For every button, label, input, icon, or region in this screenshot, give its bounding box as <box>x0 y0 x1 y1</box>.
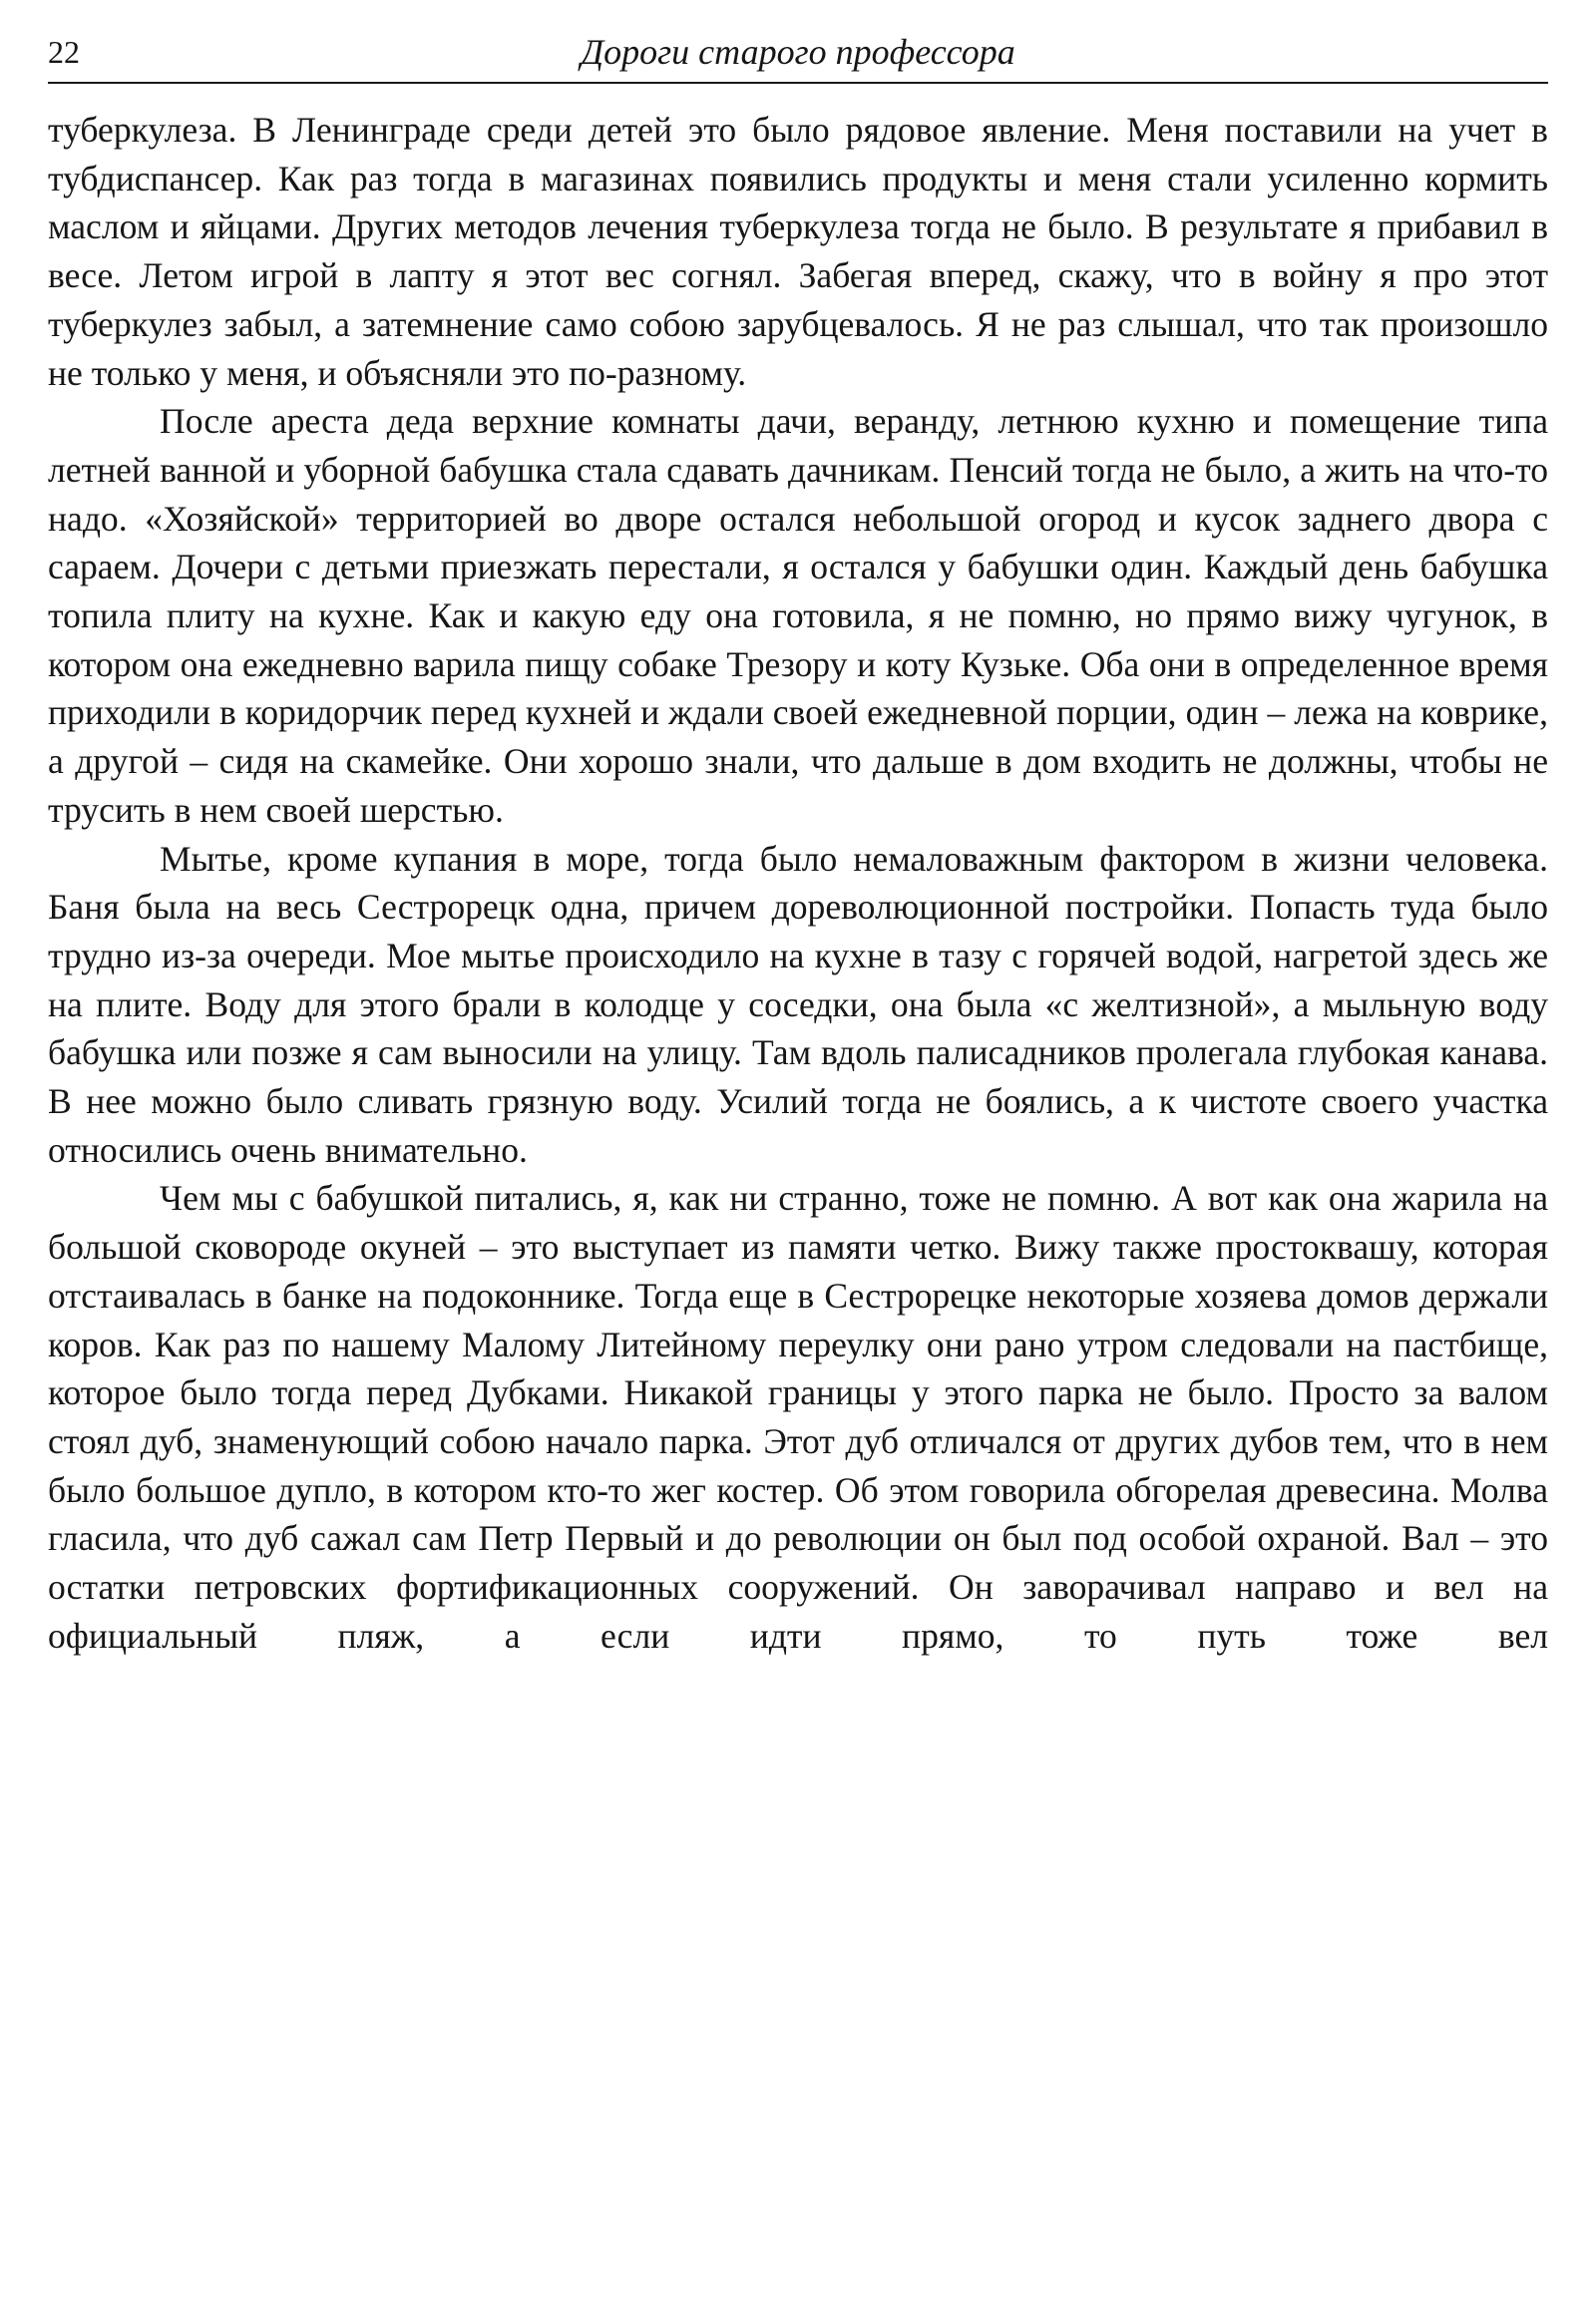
running-title: Дороги старого профессора <box>581 32 1015 72</box>
paragraph-1: туберкулеза. В Ленинграде среди детей это было рядовое явление. Меня поставили на учет в тубдиспансер. Как раз тогда в магазинах появились продукты и меня стали усиленно кормить маслом и яйцами. Других методов лечения туберкулеза тогда не было. В результате я прибавил в весе. Летом игрой в лапту я этот вес согнял. Забегая вперед, скажу, что в войну я про этот туберкулез забыл, а затемнение само собою зарубцевалось. Я не раз слышал, что так произошло не только у меня, и объясняли это по-разному. <box>48 110 1548 393</box>
paragraph-4: Чем мы с бабушкой питались, я, как ни странно, тоже не помню. А вот как она жарила на большой сковороде окуней – это выступает из памяти четко. Вижу также простоквашу, которая отстаивалась в банке на подоконнике. Тогда еще в Сестрорецке некоторые хозяева домов держали коров. Как раз по нашему Малому Литейному переулку они рано утром следовали на пастбище, которое было тогда перед Дубками. Никакой границы у этого парка не было. Просто за валом стоял дуб, знаменующий собою начало парка. Этот дуб отличался от других дубов тем, что в нем было большое дупло, в котором кто-то жег костер. Об этом говорила обгорелая древесина. Молва гласила, что дуб сажал сам Петр Первый и до революции он был под особой охраной. Вал – это остатки петровских фортификационных сооружений. Он заворачивал направо и вел на официальный пляж, а если идти прямо, то путь тоже вел <box>48 1178 1548 1656</box>
body-text <box>48 106 1548 1661</box>
paragraph-3: Мытье, кроме купания в море, тогда было немаловажным фактором в жизни человека. Баня была на весь Сестрорецк одна, причем дореволюционной постройки. Попасть туда было трудно из-за очереди. Мое мытье происходило на кухне в тазу с горячей водой, нагретой здесь же на плите. Воду для этого брали в колодце у соседки, она была «с желтизной», а мыльную воду бабушка или позже я сам выносили на улицу. Там вдоль палисадников пролегала глубокая канава. В нее можно было сливать грязную воду. Усилий тогда не боялись, а к чистоте своего участка относились очень внимательно. <box>48 838 1548 1170</box>
page-number: 22 <box>48 34 80 70</box>
book-page <box>48 30 1548 1661</box>
paragraph-2: После ареста деда верхние комнаты дачи, веранду, летнюю кухню и помещение типа летней ванной и уборной бабушка стала сдавать дачникам. Пенсий тогда не было, а жить на что-то надо. «Хозяйской» территорией во дворе остался небольшой огород и кусок заднего двора с сараем. Дочери с детьми приезжать перестали, я остался у бабушки один. Каждый день бабушка топила плиту на кухне. Как и какую еду она готовила, я не помню, но прямо вижу чугунок, в котором она ежедневно варила пищу собаке Трезору и коту Кузьке. Оба они в определенное время приходили в коридорчик перед кухней и ждали своей ежедневной порции, один – лежа на коврике, а другой – сидя на скамейке. Они хорошо знали, что дальше в дом входить не должны, чтобы не трусить в нем своей шерстью. <box>48 401 1548 830</box>
page-header <box>48 30 1548 84</box>
